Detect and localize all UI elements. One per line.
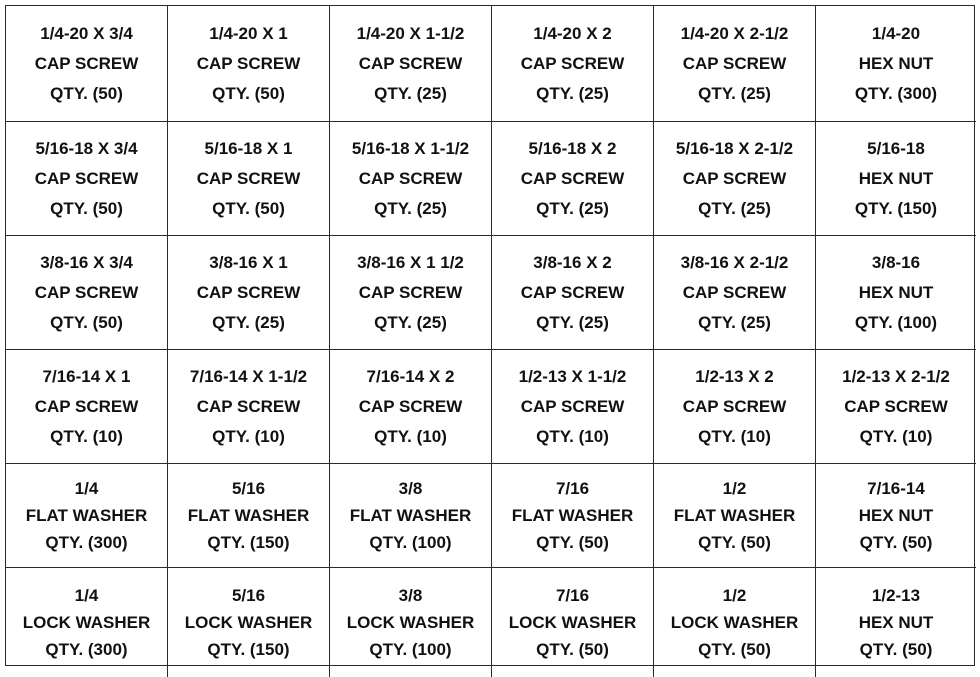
size-text: 7/16-14 X 1-1/2: [189, 366, 308, 386]
size-text: 1/2-13: [871, 586, 921, 605]
qty-text: QTY. (25): [698, 198, 771, 218]
label-cell: [168, 6, 330, 122]
label-cell: [6, 350, 168, 464]
qty-text: QTY. (25): [536, 198, 609, 218]
type-text: CAP SCREW: [844, 396, 948, 416]
label-cell: [816, 236, 976, 350]
type-text: CAP SCREW: [358, 282, 463, 302]
type-text: CAP SCREW: [34, 396, 139, 416]
type-text: CAP SCREW: [196, 282, 301, 302]
type-text: LOCK WASHER: [22, 613, 151, 632]
qty-text: QTY. (50): [50, 83, 123, 103]
size-text: 5/16: [231, 586, 266, 605]
type-text: CAP SCREW: [358, 168, 463, 188]
size-text: 7/16-14 X 2: [366, 366, 455, 386]
label-cell: [816, 464, 976, 568]
type-text: CAP SCREW: [196, 396, 301, 416]
qty-text: QTY. (25): [698, 83, 771, 103]
size-text: 3/8-16 X 2-1/2: [680, 252, 789, 272]
type-text: CAP SCREW: [358, 53, 463, 73]
label-cell: [6, 568, 168, 677]
size-text: 7/16: [555, 479, 590, 498]
label-cell: [816, 6, 976, 122]
qty-text: QTY. (150): [854, 198, 938, 218]
type-text: CAP SCREW: [682, 282, 787, 302]
qty-text: QTY. (300): [854, 83, 938, 103]
size-text: 3/8-16 X 2: [533, 252, 612, 272]
qty-text: QTY. (300): [45, 640, 128, 659]
type-text: CAP SCREW: [520, 396, 625, 416]
qty-text: QTY. (50): [698, 533, 771, 552]
size-text: 3/8-16 X 1: [209, 252, 288, 272]
size-text: 5/16: [231, 479, 266, 498]
label-cell: [654, 464, 816, 568]
size-text: 3/8-16 X 3/4: [40, 252, 133, 272]
type-text: FLAT WASHER: [187, 506, 310, 525]
qty-text: QTY. (50): [859, 533, 933, 552]
label-cell: [6, 122, 168, 236]
label-cell: [6, 236, 168, 350]
label-cell: [168, 464, 330, 568]
type-text: HEX NUT: [858, 613, 934, 632]
size-text: 1/4-20 X 1-1/2: [356, 23, 465, 43]
label-cell: [330, 568, 492, 677]
qty-text: QTY. (25): [536, 312, 609, 332]
size-text: 3/8: [398, 479, 423, 498]
type-text: CAP SCREW: [196, 53, 301, 73]
label-cell: [168, 122, 330, 236]
label-cell: [6, 464, 168, 568]
size-text: 3/8-16: [871, 252, 921, 272]
qty-text: QTY. (10): [374, 426, 447, 446]
qty-text: QTY. (50): [212, 83, 285, 103]
size-text: 3/8-16 X 1 1/2: [357, 252, 464, 272]
size-text: 1/4-20 X 3/4: [40, 23, 133, 43]
label-cell: [654, 568, 816, 677]
qty-text: QTY. (25): [374, 83, 447, 103]
qty-text: QTY. (10): [50, 426, 123, 446]
label-cell: [654, 122, 816, 236]
qty-text: QTY. (50): [50, 198, 123, 218]
size-text: 1/4: [74, 586, 99, 605]
type-text: CAP SCREW: [196, 168, 301, 188]
type-text: LOCK WASHER: [670, 613, 799, 632]
size-text: 5/16-18 X 2: [528, 138, 617, 158]
type-text: FLAT WASHER: [349, 506, 472, 525]
size-text: 1/4-20: [871, 23, 921, 43]
label-cell: [492, 464, 654, 568]
type-text: HEX NUT: [858, 506, 934, 525]
type-text: LOCK WASHER: [346, 613, 475, 632]
qty-text: QTY. (100): [854, 312, 938, 332]
size-text: 7/16-14 X 1: [42, 366, 131, 386]
qty-text: QTY. (10): [859, 426, 933, 446]
qty-text: QTY. (25): [374, 312, 447, 332]
label-cell: [492, 122, 654, 236]
size-text: 1/4-20 X 2: [533, 23, 612, 43]
label-cell: [330, 236, 492, 350]
qty-text: QTY. (25): [536, 83, 609, 103]
label-cell: [168, 568, 330, 677]
qty-text: QTY. (50): [698, 640, 771, 659]
label-cell: [330, 122, 492, 236]
qty-text: QTY. (150): [207, 533, 290, 552]
size-text: 1/2: [722, 479, 747, 498]
size-text: 3/8: [398, 586, 423, 605]
label-cell: [6, 6, 168, 122]
type-text: CAP SCREW: [520, 282, 625, 302]
size-text: 1/2: [722, 586, 747, 605]
type-text: FLAT WASHER: [511, 506, 634, 525]
type-text: LOCK WASHER: [508, 613, 637, 632]
label-cell: [654, 6, 816, 122]
label-cell: [654, 350, 816, 464]
type-text: CAP SCREW: [682, 396, 787, 416]
qty-text: QTY. (50): [50, 312, 123, 332]
type-text: CAP SCREW: [358, 396, 463, 416]
hardware-label-grid: [5, 5, 975, 666]
type-text: CAP SCREW: [682, 53, 787, 73]
qty-text: QTY. (25): [698, 312, 771, 332]
size-text: 5/16-18 X 2-1/2: [675, 138, 794, 158]
type-text: FLAT WASHER: [25, 506, 148, 525]
qty-text: QTY. (10): [698, 426, 771, 446]
qty-text: QTY. (10): [536, 426, 609, 446]
size-text: 1/2-13 X 2-1/2: [842, 366, 950, 386]
size-text: 1/2-13 X 1-1/2: [518, 366, 627, 386]
size-text: 7/16: [555, 586, 590, 605]
size-text: 1/4: [74, 479, 99, 498]
label-cell: [492, 350, 654, 464]
label-cell: [492, 236, 654, 350]
label-cell: [168, 236, 330, 350]
qty-text: QTY. (50): [859, 640, 933, 659]
qty-text: QTY. (50): [212, 198, 285, 218]
type-text: LOCK WASHER: [184, 613, 313, 632]
type-text: CAP SCREW: [520, 168, 625, 188]
size-text: 5/16-18 X 1-1/2: [351, 138, 470, 158]
qty-text: QTY. (100): [369, 533, 452, 552]
size-text: 1/4-20 X 1: [209, 23, 288, 43]
qty-text: QTY. (300): [45, 533, 128, 552]
size-text: 1/4-20 X 2-1/2: [680, 23, 789, 43]
size-text: 7/16-14: [867, 479, 925, 498]
size-text: 1/2-13 X 2: [695, 366, 774, 386]
size-text: 5/16-18 X 3/4: [35, 138, 138, 158]
label-cell: [816, 350, 976, 464]
qty-text: QTY. (100): [369, 640, 452, 659]
label-cell: [330, 350, 492, 464]
label-cell: [654, 236, 816, 350]
qty-text: QTY. (150): [207, 640, 290, 659]
type-text: CAP SCREW: [34, 282, 139, 302]
label-cell: [330, 464, 492, 568]
type-text: CAP SCREW: [34, 53, 139, 73]
type-text: HEX NUT: [858, 282, 934, 302]
label-cell: [816, 568, 976, 677]
type-text: CAP SCREW: [682, 168, 787, 188]
type-text: FLAT WASHER: [673, 506, 796, 525]
type-text: CAP SCREW: [34, 168, 139, 188]
label-cell: [816, 122, 976, 236]
type-text: CAP SCREW: [520, 53, 625, 73]
type-text: HEX NUT: [858, 53, 934, 73]
type-text: HEX NUT: [858, 168, 934, 188]
label-cell: [330, 6, 492, 122]
label-cell: [492, 568, 654, 677]
label-cell: [492, 6, 654, 122]
qty-text: QTY. (10): [212, 426, 285, 446]
qty-text: QTY. (50): [536, 533, 609, 552]
qty-text: QTY. (25): [374, 198, 447, 218]
label-cell: [168, 350, 330, 464]
qty-text: QTY. (25): [212, 312, 285, 332]
size-text: 5/16-18: [867, 138, 925, 158]
size-text: 5/16-18 X 1: [204, 138, 293, 158]
qty-text: QTY. (50): [536, 640, 609, 659]
